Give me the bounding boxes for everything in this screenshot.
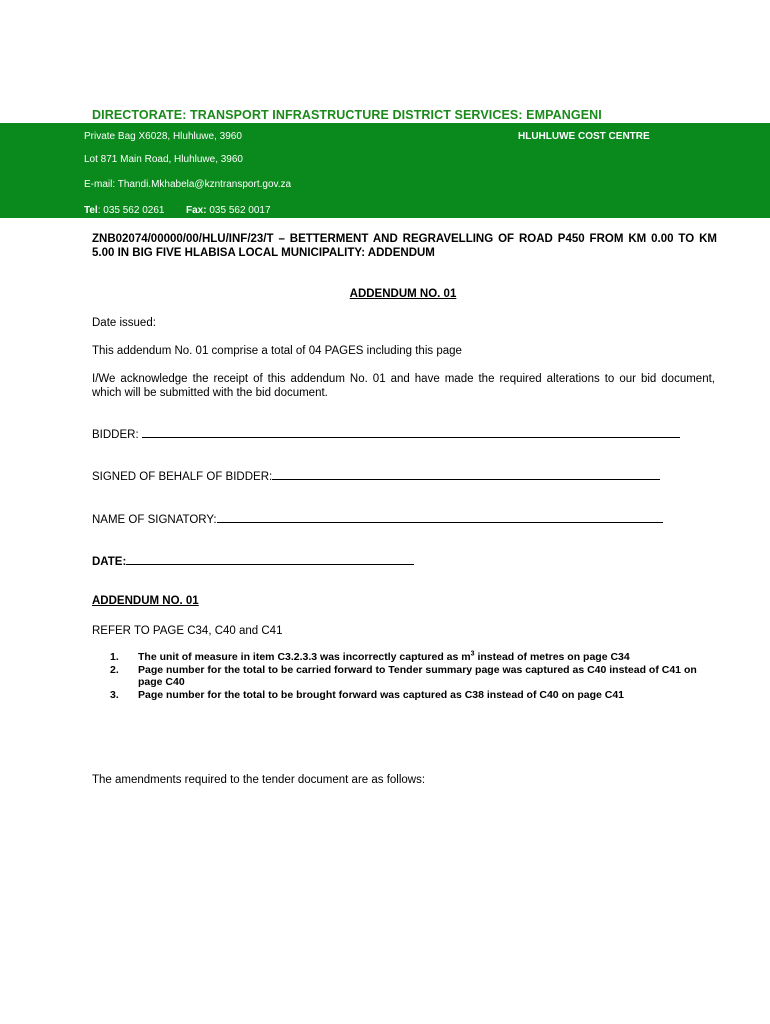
item-text: Page number for the total to be brought forward was captured as C38 instead of C40 on page C41 (138, 688, 624, 701)
cost-centre: HLUHLUWE COST CENTRE (518, 131, 650, 142)
list-item (110, 689, 716, 702)
item-number: 2. (110, 663, 119, 676)
signed-field (92, 469, 660, 483)
amendments-intro: The amendments required to the tender document are as follows: (92, 774, 426, 786)
list-item (110, 651, 716, 664)
street-address: Lot 871 Main Road, Hluhluwe, 3960 (84, 154, 243, 165)
acknowledgement-text: I/We acknowledge the receipt of this addendum No. 01 and have made the required alterations to our bid document, which will be submitted with the bid document. (92, 373, 715, 399)
signed-label: SIGNED OF BEHALF OF BIDDER: (92, 471, 273, 483)
date-label: DATE: (92, 556, 127, 568)
item-number: 1. (110, 651, 119, 663)
amendment-list (110, 651, 716, 701)
tel-value: : 035 562 0261 (97, 205, 165, 216)
item-text: The unit of measure in item C3.2.3.3 was incorrectly captured as $m^3$ instead of metres on page C34 (138, 650, 630, 663)
signatory-field (92, 512, 663, 526)
fax-value: 035 562 0017 (206, 205, 271, 216)
list-item (110, 664, 716, 689)
page-count-statement: This addendum No. 01 comprise a total of 04 PAGES including this page (92, 345, 462, 357)
directorate-title: DIRECTORATE: TRANSPORT INFRASTRUCTURE DISTRICT SERVICES: EMPANGENI (92, 108, 602, 122)
bidder-field (92, 427, 680, 441)
signatory-input-line[interactable] (217, 512, 663, 523)
bidder-label: BIDDER: (92, 429, 139, 441)
date-field (92, 554, 414, 568)
refer-to-pages: REFER TO PAGE C34, C40 and C41 (92, 625, 283, 637)
header-band (0, 123, 770, 218)
superscript: 3 (470, 650, 475, 658)
date-issued: Date issued: (92, 317, 156, 329)
addendum-heading-text: ADDENDUM NO. 01 (349, 288, 457, 300)
signatory-label: NAME OF SIGNATORY: (92, 514, 217, 526)
tel-label: Tel (84, 205, 98, 216)
bidder-input-line[interactable] (142, 427, 680, 438)
addendum-heading (0, 288, 770, 300)
contact-numbers (84, 205, 271, 216)
item-number: 3. (110, 688, 119, 701)
email-address: E-mail: Thandi.Mkhabela@kzntransport.gov.za (84, 179, 292, 190)
postal-address: Private Bag X6028, Hluhluwe, 3960 (84, 131, 242, 142)
section-heading: ADDENDUM NO. 01 (92, 595, 199, 607)
reference-title: ZNB02074/00000/00/HLU/INF/23/T – BETTERMENT AND REGRAVELLING OF ROAD P450 FROM KM 0.00 TO KM 5.00 IN BIG FIVE HLABISA LOCAL MUNICIPALITY: ADDENDUM (92, 233, 717, 259)
date-input-line[interactable] (126, 554, 414, 565)
signed-input-line[interactable] (272, 469, 660, 480)
item-text: Page number for the total to be carried forward to Tender summary page was captured as C40 instead of C41 on page C40 (138, 663, 697, 688)
fax-label: Fax: (186, 205, 207, 216)
